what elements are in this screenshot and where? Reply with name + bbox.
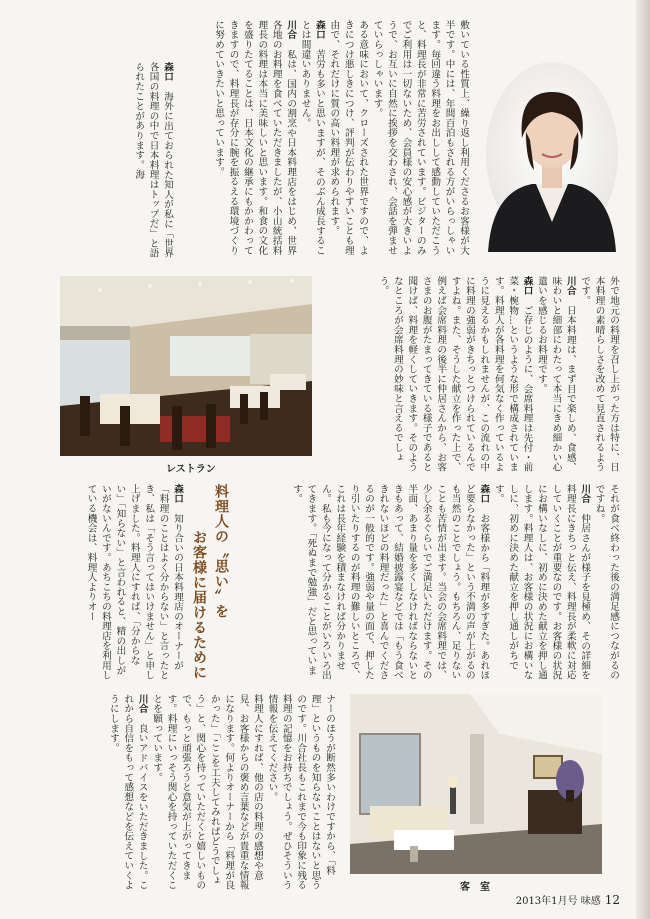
speaker-label: 川合: [579, 484, 591, 514]
speaker-label: 川合: [285, 20, 297, 50]
paragraph: [369, 20, 470, 258]
paragraph: [534, 276, 577, 472]
restaurant-caption: レストラン: [166, 464, 216, 475]
paragraph-text: ナーのほうが断然多いわけですから、「料理」というものを知らないことはないと思うのです。川合社長もこれまで今も印象に残る料理の記憶をお持ちでしょう。ぜひそういう情報を伝えてください。: [266, 694, 335, 890]
paragraph: [264, 694, 336, 890]
speaker-label: 森口: [478, 484, 490, 514]
paragraph: [490, 484, 591, 680]
restaurant-illustration: [60, 276, 312, 456]
text-block-upper-right: [334, 276, 620, 472]
portrait-photo: [482, 62, 622, 252]
guestroom-illustration: [350, 694, 602, 874]
page-edge-shadow: [636, 0, 650, 919]
paragraph-text: 日本料理は、まず目で楽しめ、食感、味わいと細部にわたって本当にきめ細かい心遣いを感じるお料理です。: [535, 276, 576, 473]
paragraph: [326, 20, 369, 258]
paragraph: [577, 276, 620, 472]
paragraph: [149, 694, 264, 890]
paragraph: [375, 276, 533, 472]
paragraph-text: ご存じのように、会席料理は先付・前菜・椀物…というような形で構成されています。料理人が各料理を何気なく作っているように見えるかもしれませんが、この流れの中に料理の強弱がきちっとつけられているんですよね。また、そうした献立を作った上で、例えば会席料理の後半に仲居さんから、お客さまのお腹がたまってきている様子であると聞けば、料理を軽くしていきます。そのようなところが会席料理の妙味と言えるでしょう。: [377, 276, 533, 473]
paragraph-text: 外で地元の料理を召し上がった方は特に、日本料理の素晴らしさを改めて見直されるようです。: [579, 276, 619, 472]
paragraph-text: 知り合いの日本料理店のオーナーが「料理のことはよく分からない」と言ったとき、私は「そう言ってはいけません」と申し上げました。料理人にすれば、「分からない」「知らない」と言われると、精の出しがいがないんです。あちこちの料理店を利用している機会は、料理人よりオー: [85, 484, 183, 680]
text-block-upper-left: [58, 62, 174, 258]
paragraph-text: 料理人にすれば、他の店の料理の感想や意見、お客様からの褒め言葉などが貴重な情報になります。何よりオーナーから「料理が良かった」「ここを工夫してみればどうでしょう」と、関心を持っていただくと嬉しいもので、もっと頑張ろうと意気が上がってきます。料理にいっそう関心を持っていただくことを願っています。: [151, 694, 263, 890]
speaker-label: 森口: [313, 20, 325, 50]
paragraph: [591, 484, 620, 680]
paragraph: [106, 694, 149, 890]
paragraph-text: 敷いている性質上、繰り返し利用くださるお客様が大半です。中には、年間百泊もされる方がいらっしゃいます。毎回違う料理をお出しして感動していただこうと、料理長が非常に苦労されています。ビジターのみでご利用は一切ないため、会員様の安心感が大きいようで、お互いに自然に挨拶を交わされ、会話を弾ませていらっしゃいます。: [371, 20, 469, 256]
paragraph: [289, 484, 491, 680]
portrait-illustration: [482, 62, 622, 252]
page-number: 12: [604, 893, 620, 907]
paragraph-text: 苦労も多いと思いますが、そのぶん成長することは間違いありません。: [299, 20, 325, 256]
speaker-label: 森口: [521, 276, 533, 306]
paragraph: [131, 62, 174, 258]
paragraph-text: お客様から「料理が多すぎた。あれほど要らなかった」という不満の声が上がるのも当然のことでしょう。もちろん、足りないことも苦情が出ます。当会の会席料理では、少し余るぐらいでご満足いただけます。その半面、あまり量を多くしなければならないときもあって、結婚披露宴などでは「もう食べきれないほどの料理だった」と喜んでくださるのが一般的です。強弱や量の面で、押したり引いたりするのが料理の難しいところで、これは長年経験を積まなければ分かりません。私も今になって分かることがいろいろ出てきます。「死ぬまで勉強」だと思っています。: [291, 484, 490, 681]
paragraph-text: ある意味において、クローズされた世界ですので、よきにつけ悪しきにつけ、評判が伝わりやすいことも理由で、それだけに質の高い料理が求められます。: [328, 20, 369, 256]
guestroom-caption: 客 室: [460, 882, 490, 893]
paragraph-text: 仲居さんが様子を見極め、その詳細を料理長にきちっと伝え、料理長が柔軟に対応していくことが重要なのです。お客様の状況にお構いなしに、初めに決めた献立を押し通します。料理人は、お客様の状況にお構いなしに、初めに決めた献立を押し通しがちです。: [492, 484, 591, 681]
paragraph-text: 良いアドバイスをいただきました。これから自信をもって感想などを伝えていくようにします。: [107, 694, 148, 891]
speaker-label: 森口: [172, 484, 183, 514]
page-footer: [516, 892, 620, 907]
text-block-lower-middle: [60, 484, 184, 680]
restaurant-photo: [60, 276, 312, 456]
paragraph-text: それが食べ終わった後の満足感につながるのですね。: [593, 484, 619, 680]
speaker-label: 川合: [564, 276, 576, 306]
paragraph: [211, 20, 297, 258]
speaker-label: 川合: [136, 694, 148, 724]
paragraph: [297, 20, 326, 258]
section-heading-2: お客様に届けるために: [191, 530, 207, 680]
text-block-upper-middle: [190, 20, 470, 258]
paragraph: [83, 484, 184, 680]
guestroom-photo: [350, 694, 602, 874]
speaker-label: 森口: [162, 62, 173, 92]
paragraph-text: 私は、国内の割烹や日本料理店をはじめ、世界各地のお料理を食べていただきましたが、小山統括料理長の料理は本当に美味しいと思います。和食の文化を盛りたてることは、日本文化の継承にもかかわってきますので、料理長が存分に腕を振るえる環境づくりに努めていきたいと思っています。: [213, 20, 297, 256]
paragraph-text: 海外に出ておられた知人が私に「世界各国の料理の中で日本料理はトップだ」と語られたことがあります。海: [133, 62, 173, 259]
issue-label: 2013年1月号 味感: [515, 896, 601, 907]
section-heading-1: 料理人の〝思い〟を: [213, 484, 229, 619]
text-block-lower-right: [291, 484, 620, 681]
text-block-lower-left: [60, 694, 336, 890]
